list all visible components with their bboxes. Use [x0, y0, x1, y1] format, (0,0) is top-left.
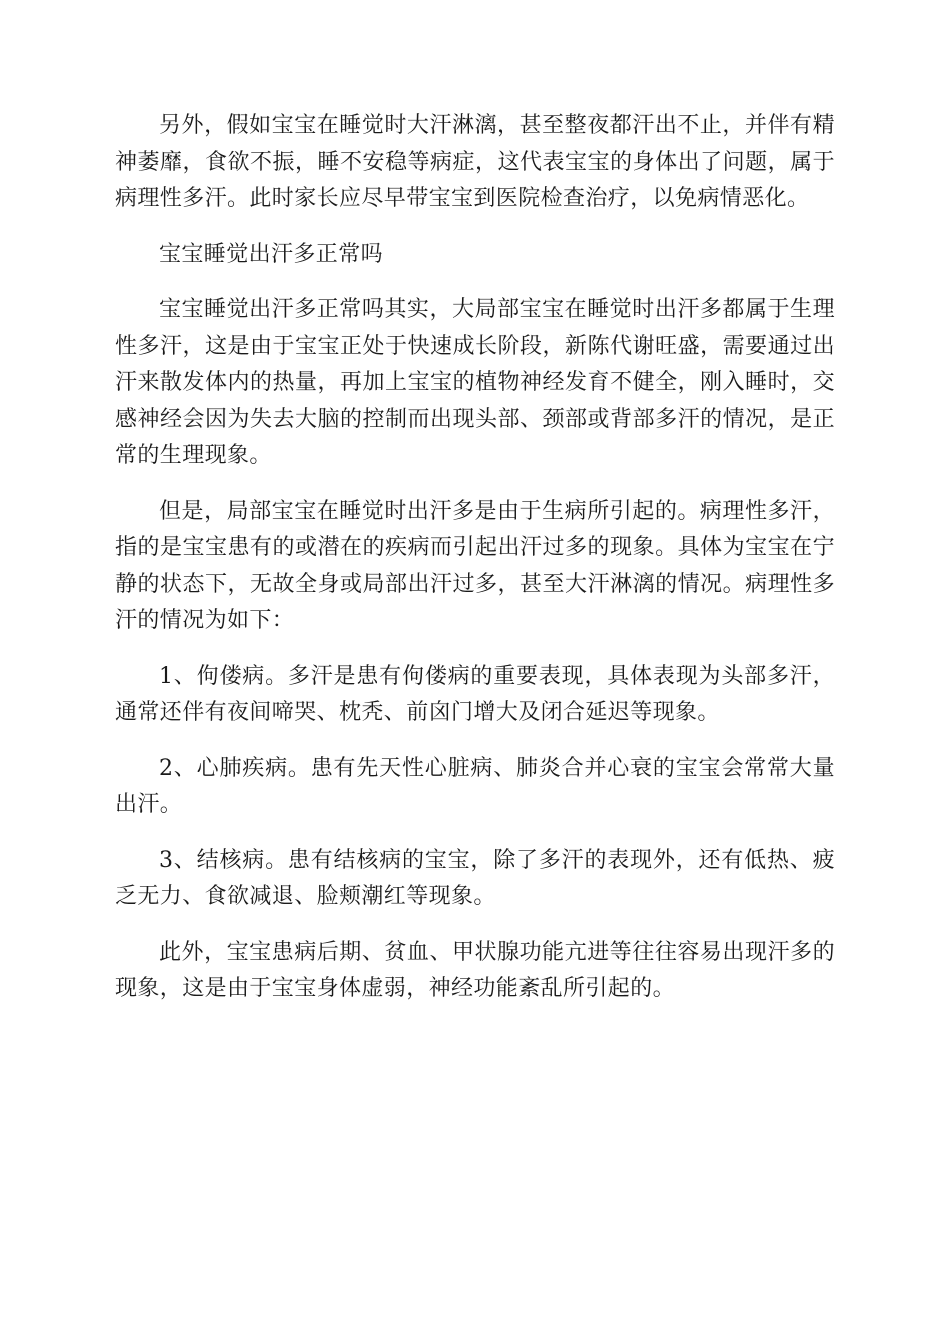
paragraph-other-causes: 此外，宝宝患病后期、贫血、甲状腺功能亢进等往往容易出现汗多的现象，这是由于宝宝身体虚弱，神经功能紊乱所引起的。 [115, 939, 835, 1001]
paragraph-pathological-sweating-intro: 另外，假如宝宝在睡觉时大汗淋漓，甚至整夜都汗出不止，并伴有精神萎靡，食欲不振，睡不安稳等病症，这代表宝宝的身体出了问题，属于病理性多汗。此时家长应尽早带宝宝到医院检查治疗，以免病情恶化。 [115, 113, 835, 211]
list-item-tuberculosis: 3、结核病。患有结核病的宝宝，除了多汗的表现外，还有低热、疲乏无力、食欲减退、脸颊潮红等现象。 [115, 847, 835, 909]
section-heading: 宝宝睡觉出汗多正常吗 [159, 241, 384, 267]
list-item-heart-lung: 2、心肺疾病。患有先天性心脏病、肺炎合并心衰的宝宝会常常大量出汗。 [115, 755, 835, 817]
paragraph-pathological-definition: 但是，局部宝宝在睡觉时出汗多是由于生病所引起的。病理性多汗，指的是宝宝患有的或潜在的疾病而引起出汗过多的现象。具体为宝宝在宁静的状态下，无故全身或局部出汗过多，甚至大汗淋漓的情况。病理性多汗的情况为如下： [115, 498, 835, 633]
document-body [115, 108, 835, 1027]
paragraph-physiological-sweating: 宝宝睡觉出汗多正常吗其实，大局部宝宝在睡觉时出汗多都属于生理性多汗，这是由于宝宝正处于快速成长阶段，新陈代谢旺盛，需要通过出汗来散发体内的热量，再加上宝宝的植物神经发育不健全，刚入睡时，交感神经会因为失去大脑的控制而出现头部、颈部或背部多汗的情况，是正常的生理现象。 [115, 297, 835, 468]
list-item-rickets: 1、佝偻病。多汗是患有佝偻病的重要表现，具体表现为头部多汗，通常还伴有夜间啼哭、枕秃、前囟门增大及闭合延迟等现象。 [115, 663, 835, 725]
